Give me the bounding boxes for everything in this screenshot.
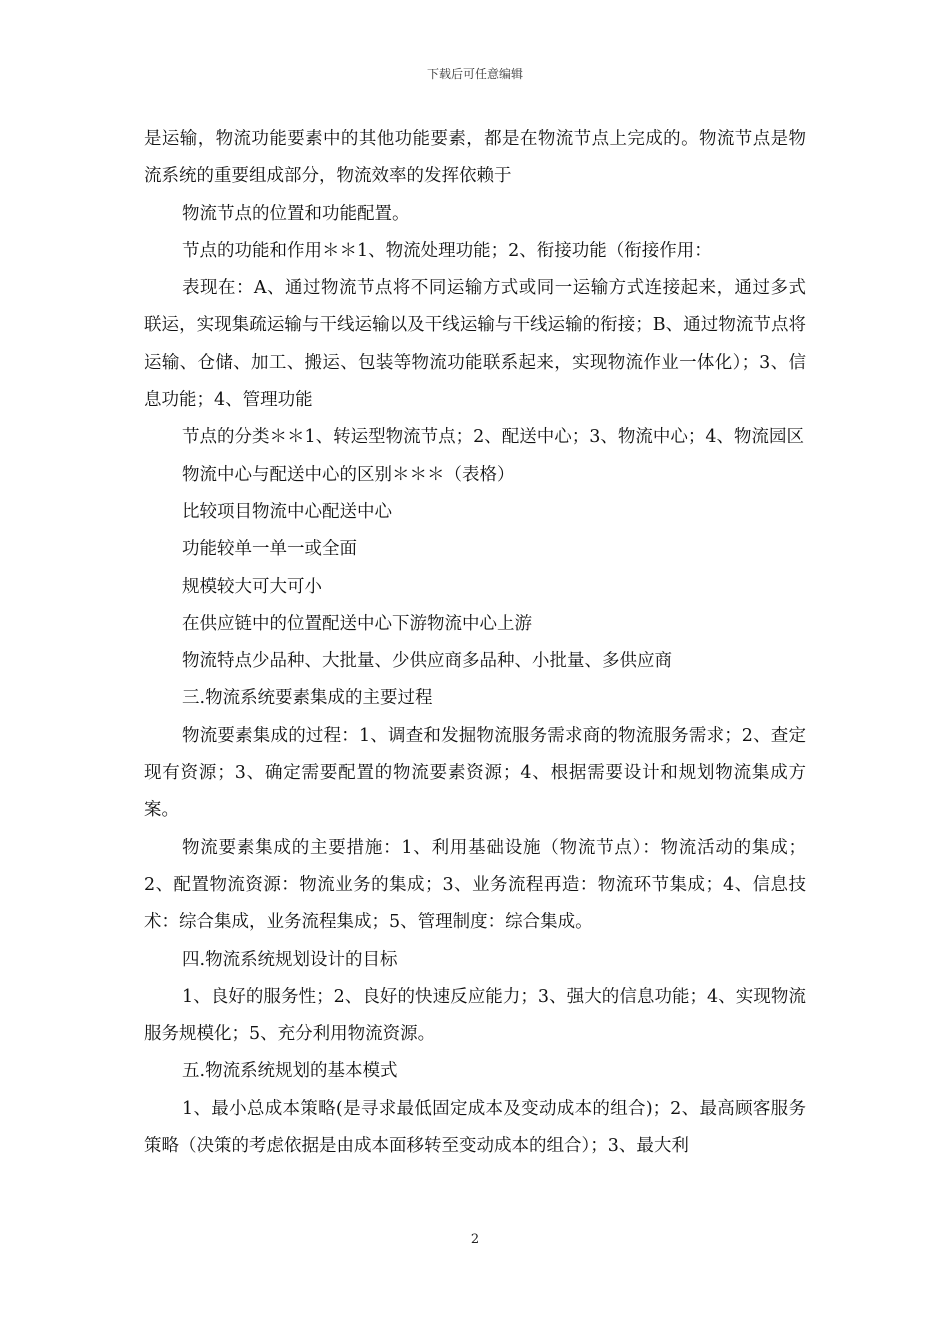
paragraph: 1、最小总成本策略(是寻求最低固定成本及变动成本的组合)；2、最高顾客服务策略（决策的考虑依据是由成本面移转至变动成本的组合）；3、最大利 [144,1098,806,1157]
paragraph: 物流节点的位置和功能配置。 [182,203,410,224]
paragraph: 节点的分类＊＊1、转运型物流节点；2、配送中心；3、物流中心；4、物流园区 [182,427,805,448]
document-body [144,121,806,1165]
paragraph: 比较项目物流中心配送中心 [182,501,392,522]
paragraph: 是运输，物流功能要素中的其他功能要素，都是在物流节点上完成的。物流节点是物流系统的重要组成部分，物流效率的发挥依赖于 [144,129,806,187]
page-number: 2 [470,1232,480,1247]
paragraph: 在供应链中的位置配送中心下游物流中心上游 [182,613,532,634]
page-header: 下载后可任意编辑 [426,67,523,81]
paragraph: 1、良好的服务性；2、良好的快速反应能力；3、强大的信息功能；4、实现物流服务规模化；5、充分利用物流资源。 [144,986,806,1045]
paragraph: 物流要素集成的过程：1、调查和发掘物流服务需求商的物流服务需求；2、查定现有资源；3、确定需要配置的物流要素资源；4、根据需要设计和规划物流集成方案。 [144,725,806,821]
paragraph: 功能较单一单一或全面 [182,539,357,560]
paragraph: 规模较大可大可小 [182,576,322,597]
paragraph: 表现在：A、通过物流节点将不同运输方式或同一运输方式连接起来，通过多式联运，实现集疏运输与干线运输以及干线运输与干线运输的衔接；B、通过物流节点将运输、仓储、加工、搬运、包装等物流功能联系起来，实现物流作业一体化）；3、信息功能；4、管理功能 [144,278,806,411]
paragraph: 节点的功能和作用＊＊1、物流处理功能；2、衔接功能（衔接作用： [182,240,712,261]
paragraph: 物流要素集成的主要措施：1、利用基础设施（物流节点）：物流活动的集成；2、配置物流资源：物流业务的集成；3、业务流程再造：物流环节集成；4、信息技术：综合集成，业务流程集成；5、管理制度：综合集成。 [144,837,806,933]
paragraph: 物流特点少品种、大批量、少供应商多品种、小批量、多供应商 [182,651,672,672]
section-heading: 四.物流系统规划设计的目标 [182,949,398,970]
section-heading: 五.物流系统规划的基本模式 [182,1061,398,1082]
paragraph: 物流中心与配送中心的区别＊＊＊（表格） [182,464,515,485]
section-heading: 三.物流系统要素集成的主要过程 [182,688,433,709]
